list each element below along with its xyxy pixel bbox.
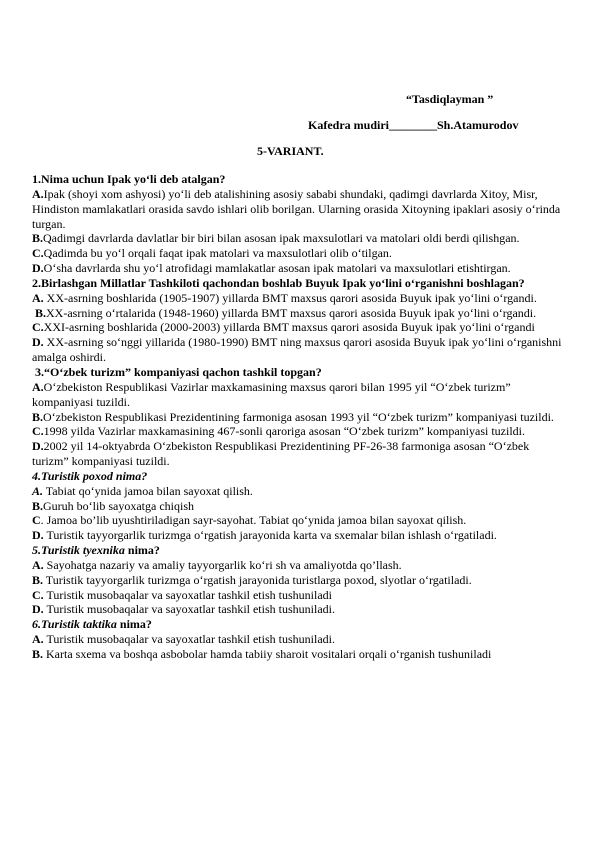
question-3-title: 3.“O‘zbek turizm” kompaniyasi qachon tashkil topgan? (35, 364, 322, 379)
question-2-title: 2.Birlashgan Millatlar Tashkiloti qachondan boshlab Buyuk Ipak yo‘lini o‘rganishni boshlagan? (32, 275, 525, 290)
answer-4d: D. Turistik tayyorgarlik turizmga o‘rgatish jarayonida karta va sxemalar bilan ishlash o‘rgatiladi. (32, 528, 497, 543)
signature-blank: ________ (389, 118, 437, 132)
answer-6b: B. Karta sxema va boshqa asbobolar hamda tabiiy sharoit vositalari orqali o‘rganish tushuniladi (32, 647, 492, 661)
answer-5b: B. Turistik tayyorgarlik turizmga o‘rgatish jarayonida turistlarga poxod, slyotlar o‘rgatiladi. (32, 572, 472, 587)
answer-4c: C. Jamoa bo’lib uyushtiriladigan sayr-sayohat. Tabiat qo‘ynida jamoa bilan sayoxat qilish. (32, 513, 467, 528)
answer-1d: D.O‘sha davrlarda shu yo‘l atrofidagi mamlakatlar asosan ipak matolari va maxsulotlari etishtirgan. (32, 261, 511, 276)
answer-3b: B.O‘zbekiston Respublikasi Prezidentining farmoniga asosan 1993 yil “O‘zbek turizm” kompaniyasi tuzildi. (32, 409, 554, 424)
answer-1a: A.Ipak (shoyi xom ashyosi) yo‘li deb atalishining asosiy sababi shundaki, qadimgi davrlarda Xitoy, Misr, Hindiston mamlakatlari orasida savdo ishlari olib borilgan. Ularning orasida Xitoyning ipaklari asosiy o‘rinda turgan. (32, 186, 561, 231)
approval-line: “Tasdiqlayman ” (406, 92, 494, 106)
chair-label: Kafedra mudiri (308, 118, 389, 132)
answer-5a: A. Sayohatga nazariy va amaliy tayyorgarlik ko‘ri sh va amaliyotda qo’llash. (32, 557, 402, 572)
answer-2b: B.XX-asrning o‘rtalarida (1948-1960) yillarda BMT maxsus qarori asosida Buyuk ipak yo‘lini o‘rgandi. (35, 305, 537, 320)
question-4-title: 4.Turistik poxod nima? (32, 468, 148, 483)
answer-2a: A. XX-asrning boshlarida (1905-1907) yillarda BMT maxsus qarori asosida Buyuk ipak yo‘lini o‘rgandi. (32, 290, 537, 305)
answer-5d: D. Turistik musobaqalar va sayoxatlar tashkil etish tushuniladi. (32, 602, 335, 617)
answer-4a: A. Tabiat qo‘ynida jamoa bilan sayoxat qilish. (32, 483, 253, 498)
chair-name: Sh.Atamurodov (437, 118, 519, 132)
answer-3c: C.1998 yilda Vazirlar maxkamasining 467-sonli qaroriga asosan “O‘zbek turizm” kompaniyasi tuzildi. (32, 424, 525, 439)
answer-1c: C.Qadimda bu yo‘l orqali faqat ipak matolari va maxsulotlari olib o‘tilgan. (32, 246, 392, 261)
answer-3d: D.2002 yil 14-oktyabrda O‘zbekiston Respublikasi Prezidentining PF-26-38 farmoniga asosan “O‘zbek turizm” kompaniyasi tuzildi. (32, 439, 530, 469)
variant-title: 5-VARIANT. (257, 144, 324, 158)
answer-1b: B.Qadimgi davrlarda davlatlar bir biri bilan asosan ipak maxsulotlari va matolari oldi berdi qilishgan. (32, 231, 520, 246)
answer-2c: C.XXI-asrning boshlarida (2000-2003) yillarda BMT maxsus qarori asosida Buyuk ipak yo‘lini o‘rgandi (32, 320, 535, 335)
signature-line (308, 118, 518, 132)
answer-6a: A. Turistik musobaqalar va sayoxatlar tashkil etish tushuniladi. (32, 632, 335, 647)
answer-2d: D. XX-asrning so‘nggi yillarida (1980-1990) BMT ning maxsus qarori asosida Buyuk ipak yo‘lini o‘rganishni amalga oshirdi. (32, 335, 562, 365)
question-6-title: 6.Turistik taktika nima? (32, 617, 152, 632)
answer-5c: C. Turistik musobaqalar va sayoxatlar tashkil etish tushuniladi (32, 587, 332, 602)
answer-3a: A.O‘zbekiston Respublikasi Vazirlar maxkamasining maxsus qarori bilan 1995 yil “O‘zbek turizm” kompaniyasi tuzildi. (32, 379, 511, 409)
answer-4b: B.Guruh bo‘lib sayoxatga chiqish (32, 498, 194, 513)
questions-body (32, 172, 564, 662)
question-5-title: 5.Turistik tyexnika nima? (32, 543, 160, 558)
question-1-title: 1.Nima uchun Ipak yo‘li deb atalgan? (32, 172, 226, 186)
